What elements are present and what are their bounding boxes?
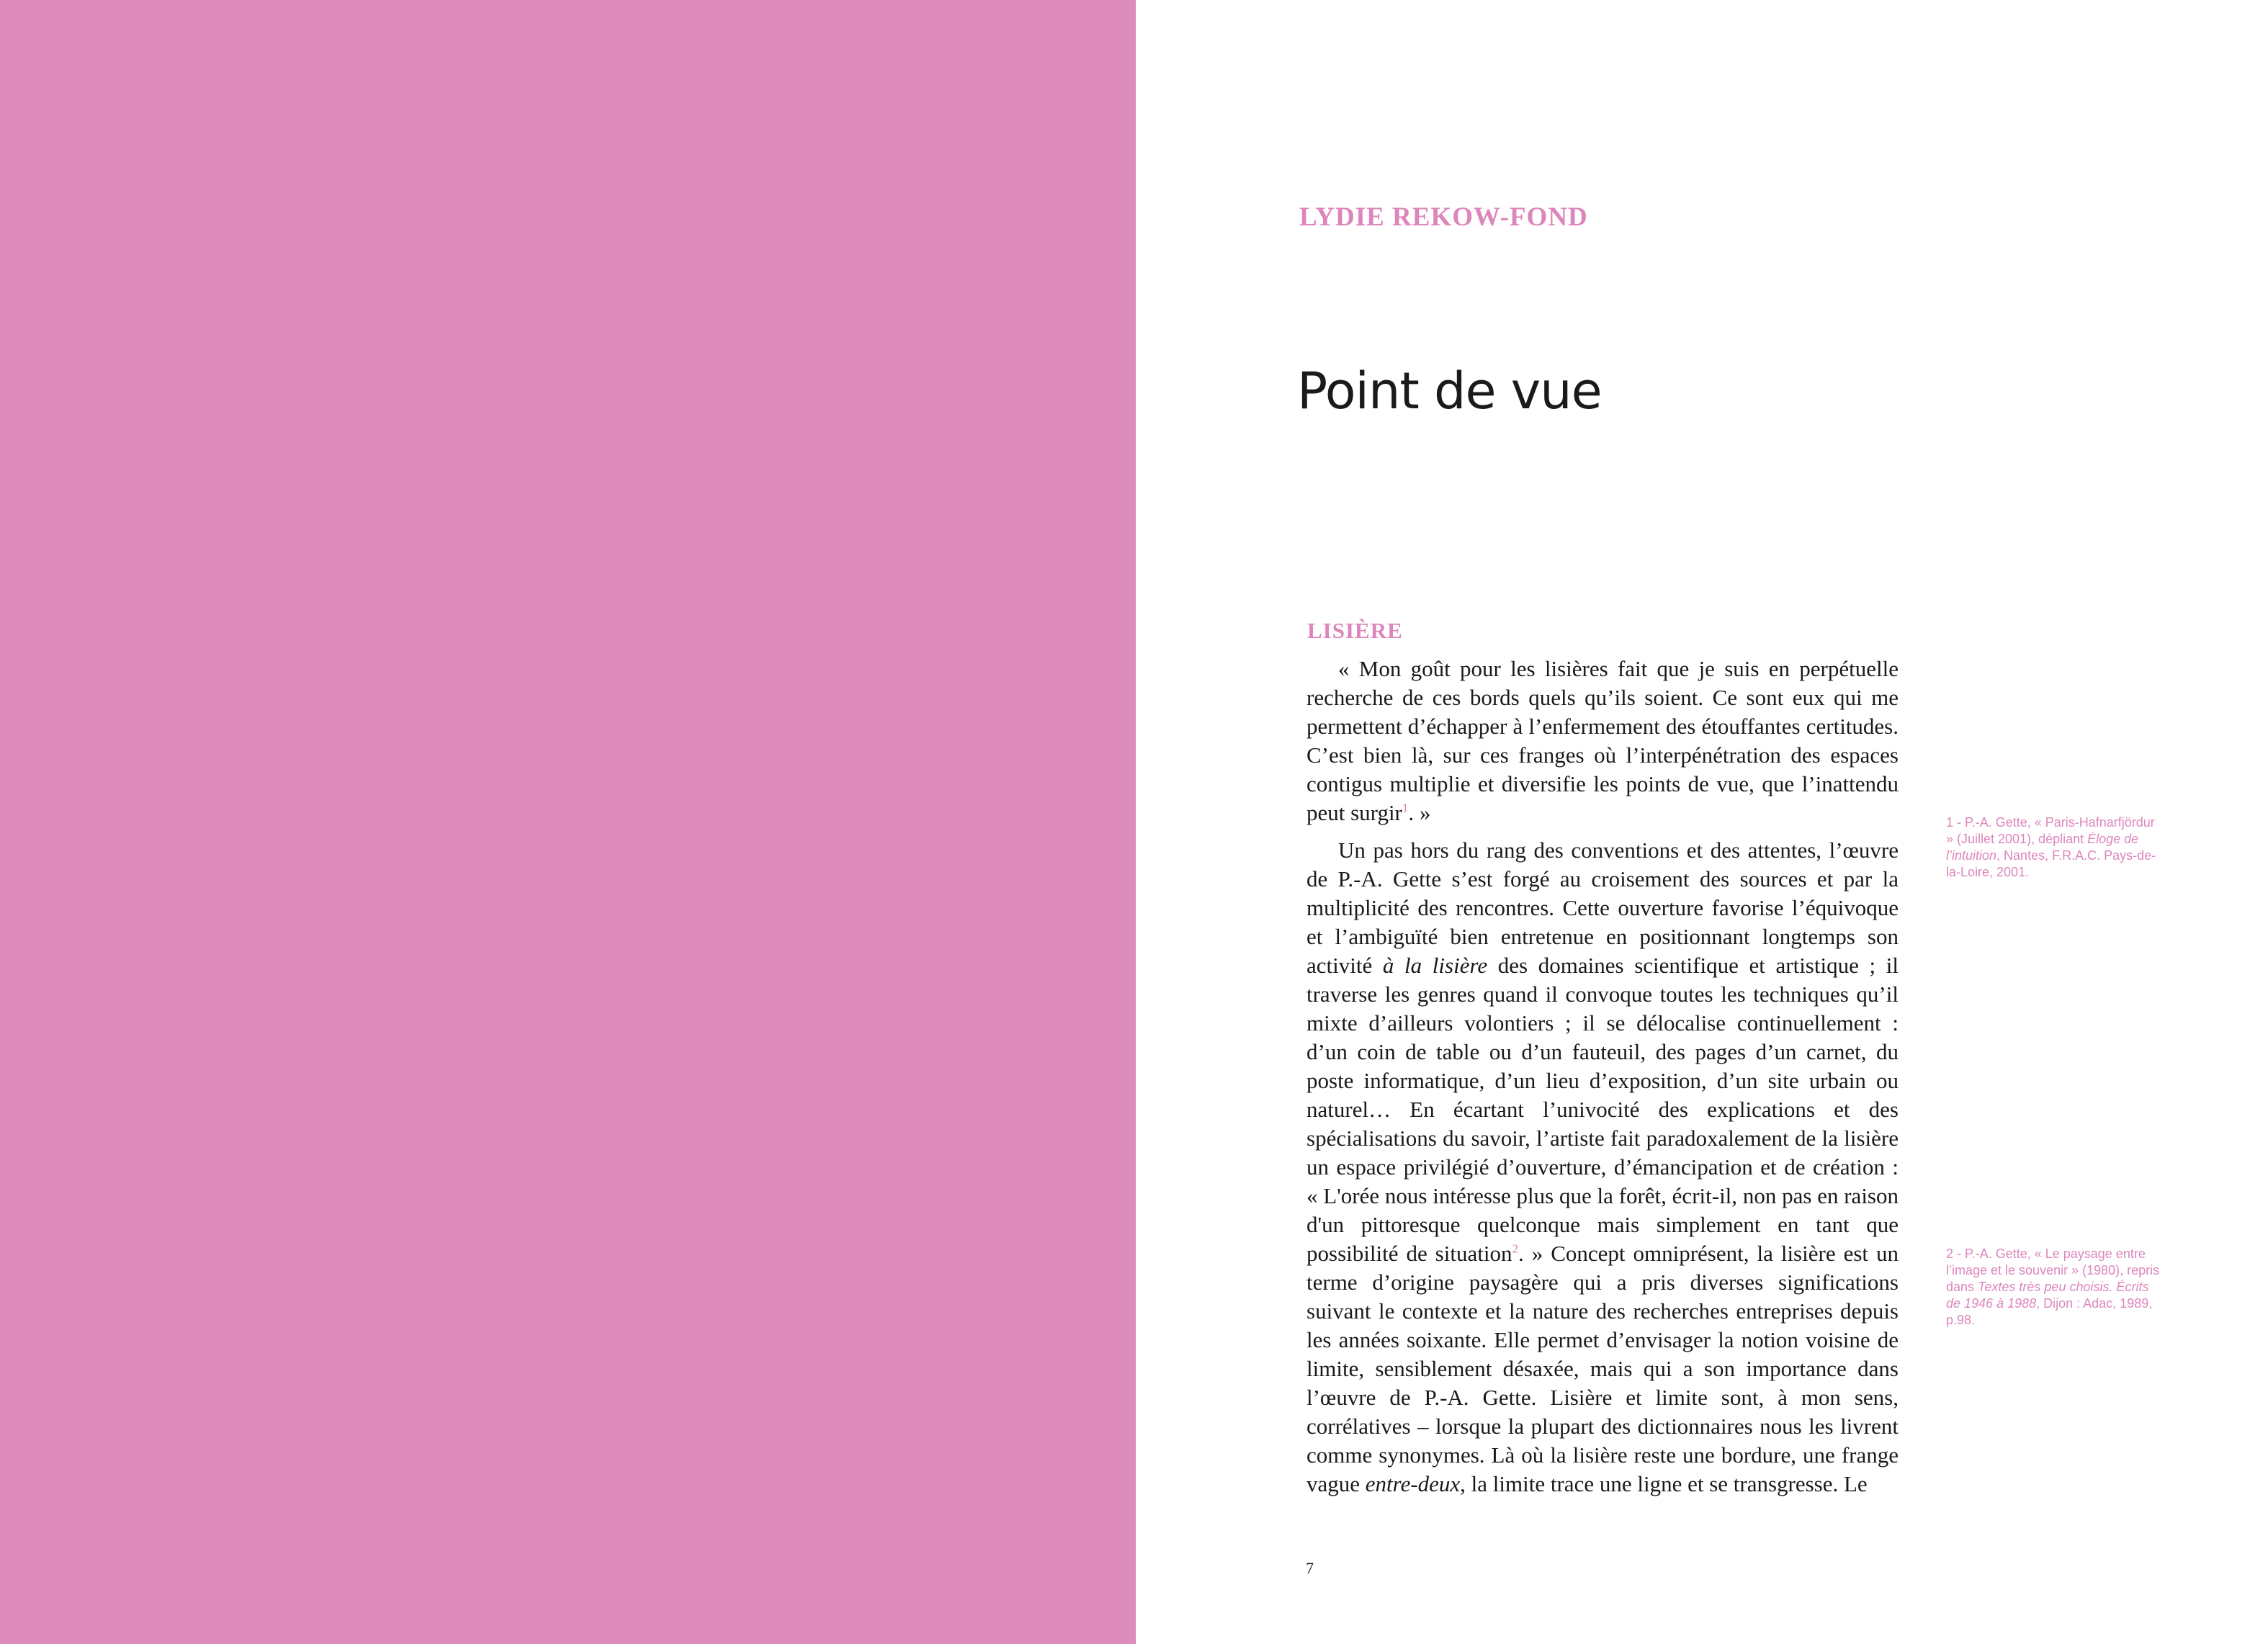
footnote-italic: Éloge de l’intuition [1946, 832, 2139, 863]
paragraph-text: « Mon goût pour les lisières fait que je suis en perpétuelle recherche de ces bords quels qu’ils soient. Ce sont eux qui me permettent d’échapper à l’enfermement des étouffantes certitudes. C’est bien là, sur ces franges où l’interpénétration des espaces contigus multiplie et diversifie les points de vue, que l’inattendu peut surgir [1306, 656, 1899, 825]
footnote-1 [1946, 814, 2162, 881]
emphasis-text: à la lisière [1382, 953, 1488, 978]
page-number: 7 [1306, 1559, 1314, 1577]
paragraph-text: . » Concept omniprésent, la lisière est un terme d’origine paysagère qui a pris diverses significations suivant le contexte et la nature des recherches entreprises depuis les années soixante. Elle permet d’envisager la notion voisine de limite, sensiblement désaxée, mais qui a son importance dans l’œuvre de P.-A. Gette. Lisière et limite sont, à mon sens, corrélatives – lorsque la plupart des dictionnaires nous les livrent comme synonymes. Là où la lisière reste une bordure, une frange vague [1306, 1241, 1899, 1496]
paragraph-text: , la limite trace une ligne et se transgresse. Le [1460, 1471, 1868, 1496]
paragraph-text: . » [1408, 800, 1431, 825]
paragraph-text: Un pas hors du rang des conventions et des attentes, l’œuvre de P.-A. Gette s’est forgé au croisement des sources et par la multiplicité des rencontres. Cette ouverture favorise l’équivoque et l’ambiguïté bien entretenue en positionnant longtemps son activité [1306, 837, 1899, 978]
footnote-text: , Nantes, F.R.A.C. Pays-de-la-Loire, 2001. [1946, 848, 2156, 879]
footnote-italic: Textes très peu choisis. Écrits de 1946 à 1988 [1946, 1280, 2149, 1311]
page-title: Point de vue [1297, 361, 1602, 421]
paragraph-text: des domaines scientifique et artistique ; il traverse les genres quand il convoque toutes les techniques qu’il mixte d’ailleurs volontiers ; il se délocalise continuellement : d’un coin de table ou d’un fauteuil, des pages d’un carnet, du poste informatique, d’un lieu d’exposition, d’un site urbain ou naturel… En écartant l’univocité des explications et des spécialisations du savoir, l’artiste fait paradoxalement de la lisière un espace privilégié d’ouverture, d’émancipation et de création : « L'orée nous intéresse plus que la forêt, écrit-il, non pas en raison d'un pittoresque quelconque mais simplement en tant que possibilité de situation [1306, 953, 1899, 1266]
emphasis-text: entre-deux [1365, 1471, 1461, 1496]
footnote-text: 2 - P.-A. Gette, « Le paysage entre l’image et le souvenir » (1980), repris dans [1946, 1247, 2160, 1294]
body-paragraph-2 [1306, 836, 1899, 1499]
author-name: LYDIE REKOW-FOND [1299, 202, 1588, 232]
footnote-text: , Dijon : Adac, 1989, p.98. [1946, 1296, 2153, 1327]
body-paragraph-1 [1306, 655, 1899, 827]
section-heading: LISIÈRE [1307, 618, 1403, 643]
footnote-ref-1[interactable]: 1 [1402, 801, 1409, 815]
footnote-ref-2[interactable]: 2 [1512, 1241, 1518, 1256]
footnote-text: 1 - P.-A. Gette, « Paris-Hafnarfjördur » (Juillet 2001), dépliant [1946, 815, 2155, 846]
footnote-2 [1946, 1246, 2162, 1329]
